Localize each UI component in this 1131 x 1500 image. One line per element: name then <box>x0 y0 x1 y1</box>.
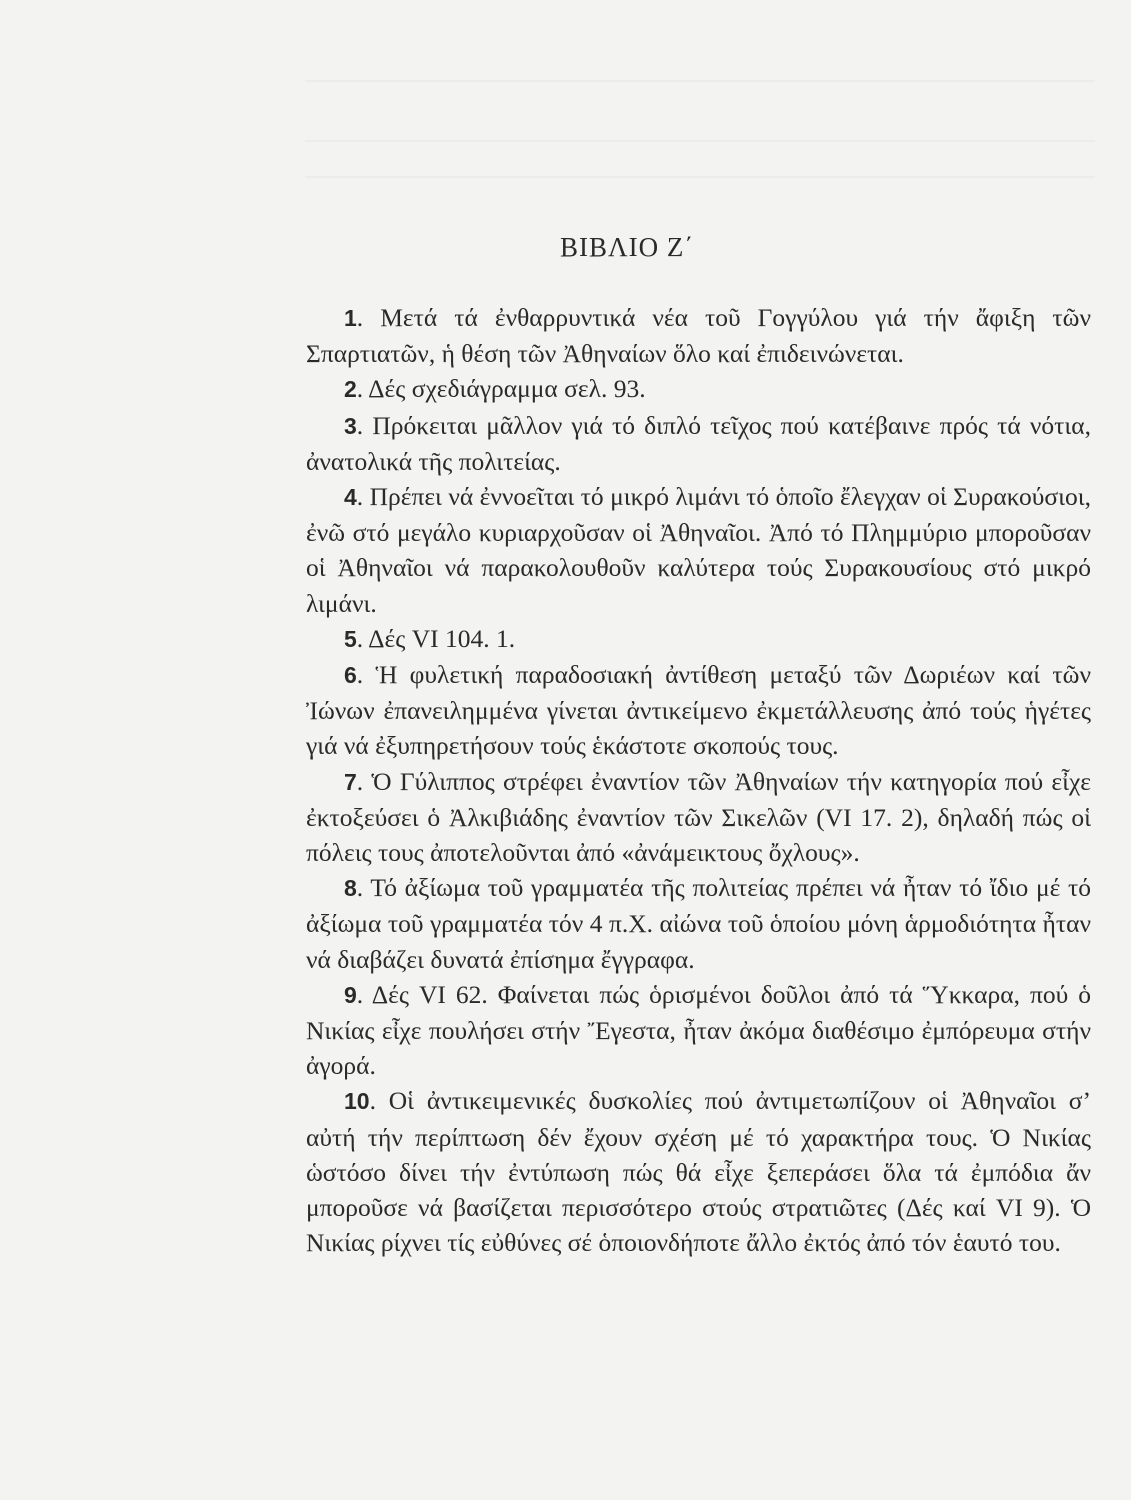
note-text: Δές VI 62. Φαίνεται πώς ὁρισμένοι δοῦλοι ἀπό τά Ὕκκαρα, πού ὁ Νικίας εἶχε πουλήσει στήν Ἔγεστα, ἦταν ἀκόμα διαθέσιμο ἐμπόρευμα στήν ἀγορά. <box>306 979 1092 1081</box>
note-number: 5 <box>344 625 357 652</box>
note-item: 4. Πρέπει νά ἐννοεῖται τό μικρό λιμάνι τό ὁποῖο ἔλεγχαν οἱ Συρακούσιοι, ἐνῶ στό μεγάλο κυριαρχοῦσαν οἱ Ἀθηναῖοι. Ἀπό τό Πλημμύριο μποροῦσαν οἱ Ἀθηναῖοι νά παρακολουθοῦν καλύτερα τούς Συρακουσίους στό μικρό λιμάνι. <box>306 482 1091 618</box>
note-number: 6 <box>344 662 357 689</box>
note-item: 2. Δές σχεδιάγραμμα σελ. 93. <box>344 374 646 404</box>
bleed-through-line <box>305 140 1095 142</box>
note-item: 3. Πρόκειται μᾶλλον γιά τό διπλό τεῖχος πού κατέβαινε πρός τά νότια, ἀνατολικά τῆς πολιτείας. <box>306 410 1092 476</box>
note-text: Δές VI 104. 1. <box>368 623 516 653</box>
note-item: 8. Τό ἀξίωμα τοῦ γραμματέα τῆς πολιτείας πρέπει νά ἦταν τό ἴδιο μέ τό ἀξίωμα τοῦ γραμματέα τόν 4 π.Χ. αἰώνα τοῦ ὁποίου μόνη ἁρμοδιότητα ἦταν νά διαβάζει δυνατά ἐπίσημα ἔγγραφα. <box>306 873 1092 974</box>
note-text: Δές σχεδιάγραμμα σελ. 93. <box>368 374 646 404</box>
note-text: Οἱ ἀντικειμενικές δυσκολίες πού ἀντιμετωπίζουν οἱ Ἀθηναῖοι σ’ αὐτή τήν περίπτωση δέν ἔχουν σχέση μέ τό χαρακτήρα τους. Ὁ Νικίας ὡστόσο δίνει τήν ἐντύπωση πώς θά εἶχε ξεπεράσει ὅλα τά ἐμπόδια ἄν μποροῦσε νά βασίζεται περισσότερο στούς στρατιῶτες (Δές καί VI 9). Ὁ Νικίας ρίχνει τίς εὐθύνες σέ ὁποιονδήποτε ἄλλο ἐκτός ἀπό τόν ἑαυτό του. <box>306 1086 1091 1258</box>
note-number: 8 <box>344 875 357 902</box>
note-item: 1. Μετά τά ἐνθαρρυντικά νέα τοῦ Γογγύλου γιά τήν ἄφιξη τῶν Σπαρτιατῶν, ἡ θέση τῶν Ἀθηναίων ὅλο καί ἐπιδεινώνεται. <box>306 303 1091 369</box>
note-item: 6. Ἡ φυλετική παραδοσιακή ἀντίθεση μεταξύ τῶν Δωριέων καί τῶν Ἰώνων ἐπανειλημμένα γίνεται ἀντικείμενο ἐκμετάλλευσης ἀπό τούς ἡγέτες γιά νά ἐξυπηρετήσουν τούς ἑκάστοτε σκοπούς τους. <box>306 660 1091 761</box>
note-number: 10 <box>344 1088 370 1115</box>
bleed-through-line <box>305 176 1095 178</box>
note-number: 3 <box>344 412 357 439</box>
note-number: 2 <box>344 376 357 403</box>
note-item: 7. Ὁ Γύλιππος στρέφει ἐναντίον τῶν Ἀθηναίων τήν κατηγορία πού εἶχε ἐκτοξεύσει ὁ Ἀλκιβιάδης ἐναντίον τῶν Σικελῶν (VI 17. 2), δηλαδή πώς οἱ πόλεις τους ἀποτελοῦνται ἀπό «ἀνάμεικτους ὄχλους». <box>306 766 1092 868</box>
note-item: 10. Οἱ ἀντικειμενικές δυσκολίες πού ἀντιμετωπίζουν οἱ Ἀθηναῖοι σ’ αὐτή τήν περίπτωση δέν ἔχουν σχέση μέ τό χαρακτήρα τους. Ὁ Νικίας ὡστόσο δίνει τήν ἐντύπωση πώς θά εἶχε ξεπεράσει ὅλα τά ἐμπόδια ἄν μποροῦσε νά βασίζεται περισσότερο στούς στρατιῶτες (Δές καί VI 9). Ὁ Νικίας ρίχνει τίς εὐθύνες σέ ὁποιονδήποτε ἄλλο ἐκτός ἀπό τόν ἑαυτό του. <box>306 1086 1091 1258</box>
bleed-through-line <box>305 80 1095 82</box>
page-title: ΒΙΒΛΙΟ Ζ΄ <box>560 232 695 262</box>
note-text: Τό ἀξίωμα τοῦ γραμματέα τῆς πολιτείας πρέπει νά ἦταν τό ἴδιο μέ τό ἀξίωμα τοῦ γραμματέα τόν 4 π.Χ. αἰώνα τοῦ ὁποίου μόνη ἁρμοδιότητα ἦταν νά διαβάζει δυνατά ἐπίσημα ἔγγραφα. <box>306 873 1092 974</box>
note-number: 1 <box>344 305 357 331</box>
note-item: 9. Δές VI 62. Φαίνεται πώς ὁρισμένοι δοῦλοι ἀπό τά Ὕκκαρα, πού ὁ Νικίας εἶχε πουλήσει στήν Ἔγεστα, ἦταν ἀκόμα διαθέσιμο ἐμπόρευμα στήν ἀγορά. <box>306 979 1092 1081</box>
note-number: 9 <box>344 981 357 1008</box>
note-text: Μετά τά ἐνθαρρυντικά νέα τοῦ Γογγύλου γιά τήν ἄφιξη τῶν Σπαρτιατῶν, ἡ θέση τῶν Ἀθηναίων ὅλο καί ἐπιδεινώνεται. <box>306 303 1091 369</box>
note-text: Πρέπει νά ἐννοεῖται τό μικρό λιμάνι τό ὁποῖο ἔλεγχαν οἱ Συρακούσιοι, ἐνῶ στό μεγάλο κυριαρχοῦσαν οἱ Ἀθηναῖοι. Ἀπό τό Πλημμύριο μποροῦσαν οἱ Ἀθηναῖοι νά παρακολουθοῦν καλύτερα τούς Συρακουσίους στό μικρό λιμάνι. <box>306 482 1091 618</box>
note-text: Ἡ φυλετική παραδοσιακή ἀντίθεση μεταξύ τῶν Δωριέων καί τῶν Ἰώνων ἐπανειλημμένα γίνεται ἀντικείμενο ἐκμετάλλευσης ἀπό τούς ἡγέτες γιά νά ἐξυπηρετήσουν τούς ἑκάστοτε σκοπούς τους. <box>306 660 1091 761</box>
note-text: Πρόκειται μᾶλλον γιά τό διπλό τεῖχος πού κατέβαινε πρός τά νότια, ἀνατολικά τῆς πολιτείας. <box>306 410 1092 476</box>
notes-list <box>306 300 1091 1260</box>
note-number: 4 <box>344 484 357 511</box>
note-number: 7 <box>344 768 357 795</box>
note-item: 5. Δές VI 104. 1. <box>344 623 516 653</box>
note-text: Ὁ Γύλιππος στρέφει ἐναντίον τῶν Ἀθηναίων τήν κατηγορία πού εἶχε ἐκτοξεύσει ὁ Ἀλκιβιάδης ἐναντίον τῶν Σικελῶν (VI 17. 2), δηλαδή πώς οἱ πόλεις τους ἀποτελοῦνται ἀπό «ἀνάμεικτους ὄχλους». <box>306 766 1092 868</box>
